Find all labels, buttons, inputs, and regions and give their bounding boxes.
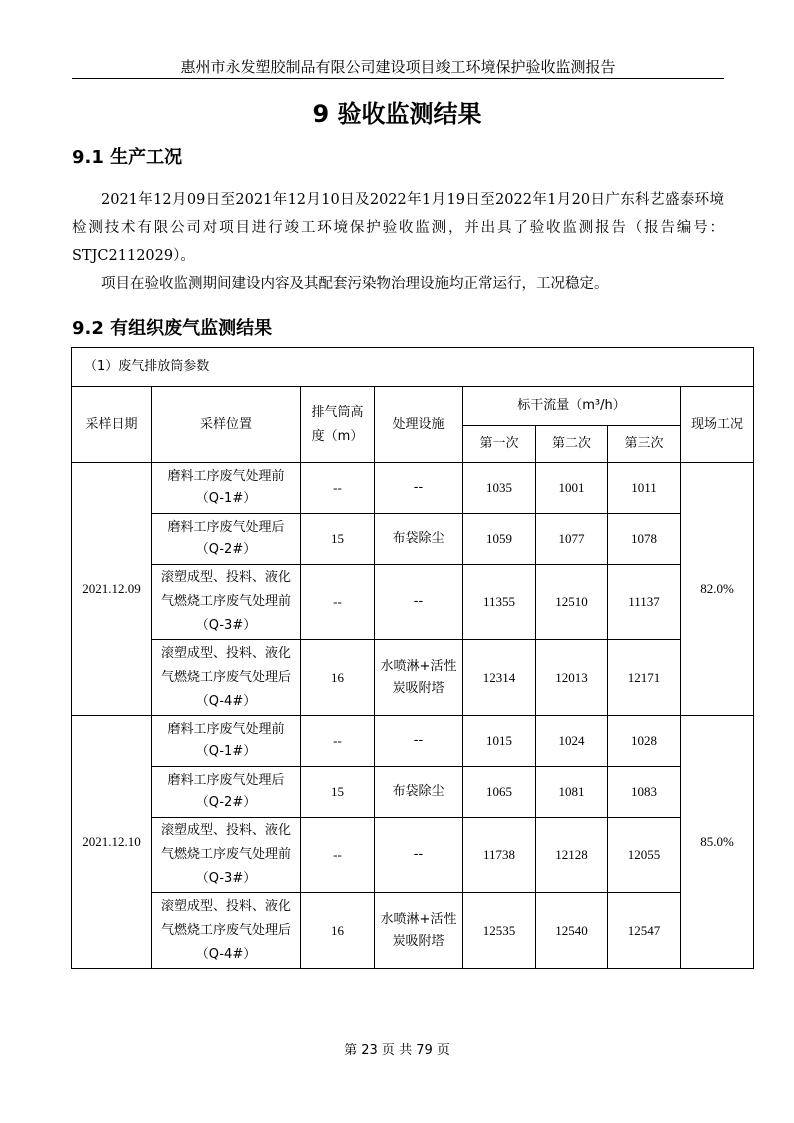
flow-second-cell: 1081 — [536, 767, 608, 818]
site-condition-cell: 82.0% — [681, 463, 754, 716]
flow-first-cell: 11355 — [463, 565, 536, 640]
flow-first-cell: 1065 — [463, 767, 536, 818]
chapter-title: 9 验收监测结果 — [312, 100, 482, 128]
header-first: 第一次 — [463, 426, 536, 463]
table-row — [72, 818, 754, 893]
flow-second-cell: 1077 — [536, 514, 608, 565]
table-row — [72, 514, 754, 565]
treatment-facility-cell: 水喷淋+活性炭吸附塔 — [375, 893, 463, 969]
header-divider — [72, 78, 724, 79]
sampling-location-cell: 磨料工序废气处理前（Q-1#） — [152, 463, 301, 514]
table-row — [72, 716, 754, 767]
table-row — [72, 565, 754, 640]
flow-second-cell: 1001 — [536, 463, 608, 514]
flow-third-cell: 1011 — [608, 463, 681, 514]
section-9-1-body — [72, 186, 724, 298]
flow-first-cell: 11738 — [463, 818, 536, 893]
stack-height-cell: -- — [301, 818, 375, 893]
flow-third-cell: 1083 — [608, 767, 681, 818]
treatment-facility-cell: 水喷淋+活性炭吸附塔 — [375, 640, 463, 716]
sampling-location-cell: 滚塑成型、投料、液化气燃烧工序废气处理前（Q-3#） — [152, 818, 301, 893]
flow-third-cell: 1028 — [608, 716, 681, 767]
page-header: 惠州市永发塑胶制品有限公司建设项目竣工环境保护验收监测报告 — [180, 58, 616, 76]
stack-height-cell: 15 — [301, 767, 375, 818]
treatment-facility-cell: 布袋除尘 — [375, 767, 463, 818]
paragraph-monitoring-period: 2021年12月09日至2021年12月10日及2022年1月19日至2022年1月20日广东科艺盛泰环境检测技术有限公司对项目进行竣工环境保护验收监测，并出具了验收监测报告（报告编号：STJC2112029）。 — [72, 192, 724, 264]
treatment-facility-cell: -- — [375, 716, 463, 767]
sampling-location-cell: 滚塑成型、投料、液化气燃烧工序废气处理前（Q-3#） — [152, 565, 301, 640]
header-condition: 现场工况 — [681, 387, 754, 463]
treatment-facility-cell: -- — [375, 463, 463, 514]
header-second: 第二次 — [536, 426, 608, 463]
sampling-date-cell: 2021.12.10 — [72, 716, 152, 969]
sampling-date-cell: 2021.12.09 — [72, 463, 152, 716]
header-facility: 处理设施 — [375, 387, 463, 463]
flow-first-cell: 1059 — [463, 514, 536, 565]
flow-second-cell: 12510 — [536, 565, 608, 640]
stack-height-cell: 16 — [301, 640, 375, 716]
table-header-row — [72, 387, 754, 426]
section-heading-9-2: 9.2 有组织废气监测结果 — [72, 318, 273, 339]
flow-second-cell: 12128 — [536, 818, 608, 893]
sampling-location-cell: 滚塑成型、投料、液化气燃烧工序废气处理后（Q-4#） — [152, 640, 301, 716]
flow-third-cell: 11137 — [608, 565, 681, 640]
paragraph-operating-condition: 项目在验收监测期间建设内容及其配套污染物治理设施均正常运行，工况稳定。 — [101, 276, 609, 292]
header-third: 第三次 — [608, 426, 681, 463]
treatment-facility-cell: -- — [375, 818, 463, 893]
flow-first-cell: 1035 — [463, 463, 536, 514]
site-condition-cell: 85.0% — [681, 716, 754, 969]
stack-height-cell: 15 — [301, 514, 375, 565]
table-row — [72, 463, 754, 514]
exhaust-stack-table — [71, 347, 754, 969]
sampling-location-cell: 滚塑成型、投料、液化气燃烧工序废气处理后（Q-4#） — [152, 893, 301, 969]
flow-second-cell: 12540 — [536, 893, 608, 969]
stack-height-cell: -- — [301, 716, 375, 767]
header-height — [301, 387, 375, 463]
flow-third-cell: 1078 — [608, 514, 681, 565]
stack-height-cell: -- — [301, 565, 375, 640]
table-caption: （1）废气排放筒参数 — [72, 348, 754, 387]
header-date: 采样日期 — [72, 387, 152, 463]
table-row — [72, 893, 754, 969]
header-location: 采样位置 — [152, 387, 301, 463]
flow-first-cell: 12535 — [463, 893, 536, 969]
stack-height-cell: -- — [301, 463, 375, 514]
sampling-location-cell: 磨料工序废气处理前（Q-1#） — [152, 716, 301, 767]
treatment-facility-cell: -- — [375, 565, 463, 640]
flow-third-cell: 12171 — [608, 640, 681, 716]
header-flow: 标干流量（m³/h） — [463, 387, 681, 426]
sampling-location-cell: 磨料工序废气处理后（Q-2#） — [152, 767, 301, 818]
treatment-facility-cell: 布袋除尘 — [375, 514, 463, 565]
stack-height-cell: 16 — [301, 893, 375, 969]
header-height-text: 排气筒高度（m） — [311, 404, 364, 444]
flow-third-cell: 12055 — [608, 818, 681, 893]
table-row — [72, 767, 754, 818]
sampling-location-cell: 磨料工序废气处理后（Q-2#） — [152, 514, 301, 565]
page-footer: 第 23 页 共 79 页 — [344, 1043, 450, 1058]
flow-first-cell: 1015 — [463, 716, 536, 767]
flow-second-cell: 1024 — [536, 716, 608, 767]
section-heading-9-1: 9.1 生产工况 — [72, 147, 183, 168]
flow-first-cell: 12314 — [463, 640, 536, 716]
table-row — [72, 640, 754, 716]
flow-third-cell: 12547 — [608, 893, 681, 969]
table-caption-row — [72, 348, 754, 387]
flow-second-cell: 12013 — [536, 640, 608, 716]
